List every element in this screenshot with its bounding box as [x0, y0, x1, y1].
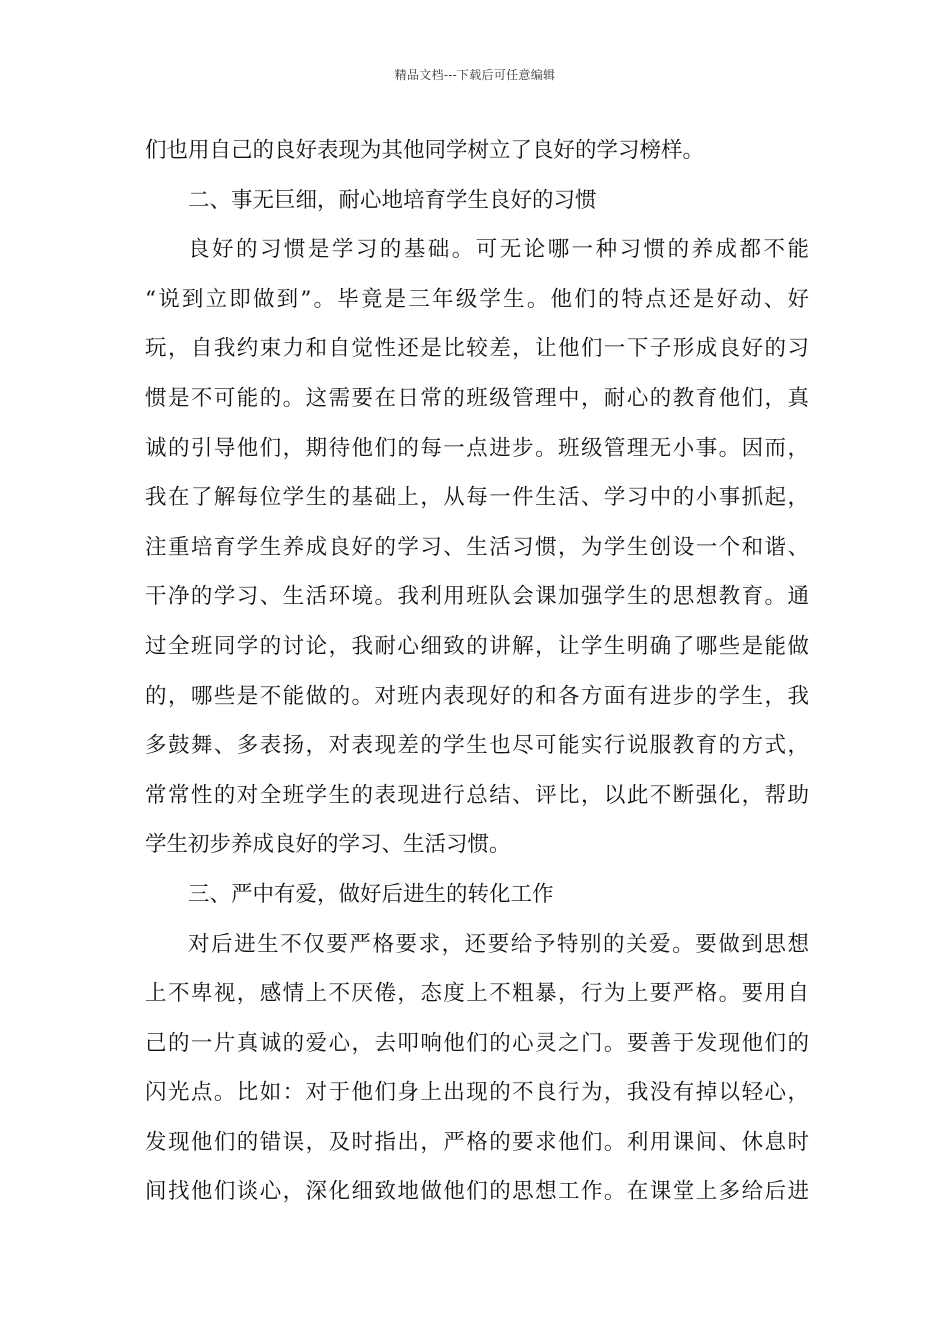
document-body	[145, 126, 809, 1217]
text-line: 对后进生不仅要严格要求，还要给予特别的关爱。要做到思想	[188, 931, 809, 957]
text-line: 们也用自己的良好表现为其他同学树立了良好的学习榜样。	[145, 138, 705, 163]
text-line: 我在了解每位学生的基础上，从每一件生活、学习中的小事抓起，	[145, 485, 809, 511]
text-line: 诚的引导他们，期待他们的每一点进步。班级管理无小事。因而，	[145, 435, 809, 461]
text-line: 常常性的对全班学生的表现进行总结、评比，以此不断强化，帮助	[145, 782, 809, 808]
section-heading-line: 三、严中有爱，做好后进生的转化工作	[188, 881, 554, 907]
text-line: 玩，自我约束力和自觉性还是比较差，让他们一下子形成良好的习	[145, 336, 809, 362]
text-line: 发现他们的错误，及时指出，严格的要求他们。利用课间、休息时	[145, 1129, 809, 1155]
section-heading-line: 二、事无巨细，耐心地培育学生良好的习惯	[188, 187, 597, 213]
text-line: 惯是不可能的。这需要在日常的班级管理中，耐心的教育他们，真	[145, 385, 809, 411]
text-line: 干净的学习、生活环境。我利用班队会课加强学生的思想教育。通	[145, 584, 809, 610]
text-line: 过全班同学的讨论，我耐心细致的讲解，让学生明确了哪些是能做	[145, 633, 809, 659]
text-line: 上不卑视，感情上不厌倦，态度上不粗暴，行为上要严格。要用自	[145, 981, 809, 1007]
text-line: 学生初步养成良好的学习、生活习惯。	[145, 832, 511, 858]
text-line: 闪光点。比如：对于他们身上出现的不良行为，我没有掉以轻心，	[145, 1080, 809, 1106]
text-line: 多鼓舞、多表扬，对表现差的学生也尽可能实行说服教育的方式，	[145, 733, 809, 759]
text-line: 己的一片真诚的爱心，去叩响他们的心灵之门。要善于发现他们的	[145, 1030, 809, 1056]
page-header: 精品文档---下载后可任意编辑	[394, 68, 556, 82]
text-line: “说到立即做到”。毕竟是三年级学生。他们的特点还是好动、好	[145, 286, 809, 312]
text-line: 间找他们谈心，深化细致地做他们的思想工作。在课堂上多给后进	[145, 1179, 809, 1205]
text-line: 良好的习惯是学习的基础。可无论哪一种习惯的养成都不能	[188, 237, 809, 263]
text-line: 注重培育学生养成良好的学习、生活习惯，为学生创设一个和谐、	[145, 534, 809, 560]
text-line: 的，哪些是不能做的。对班内表现好的和各方面有进步的学生，我	[145, 683, 809, 709]
